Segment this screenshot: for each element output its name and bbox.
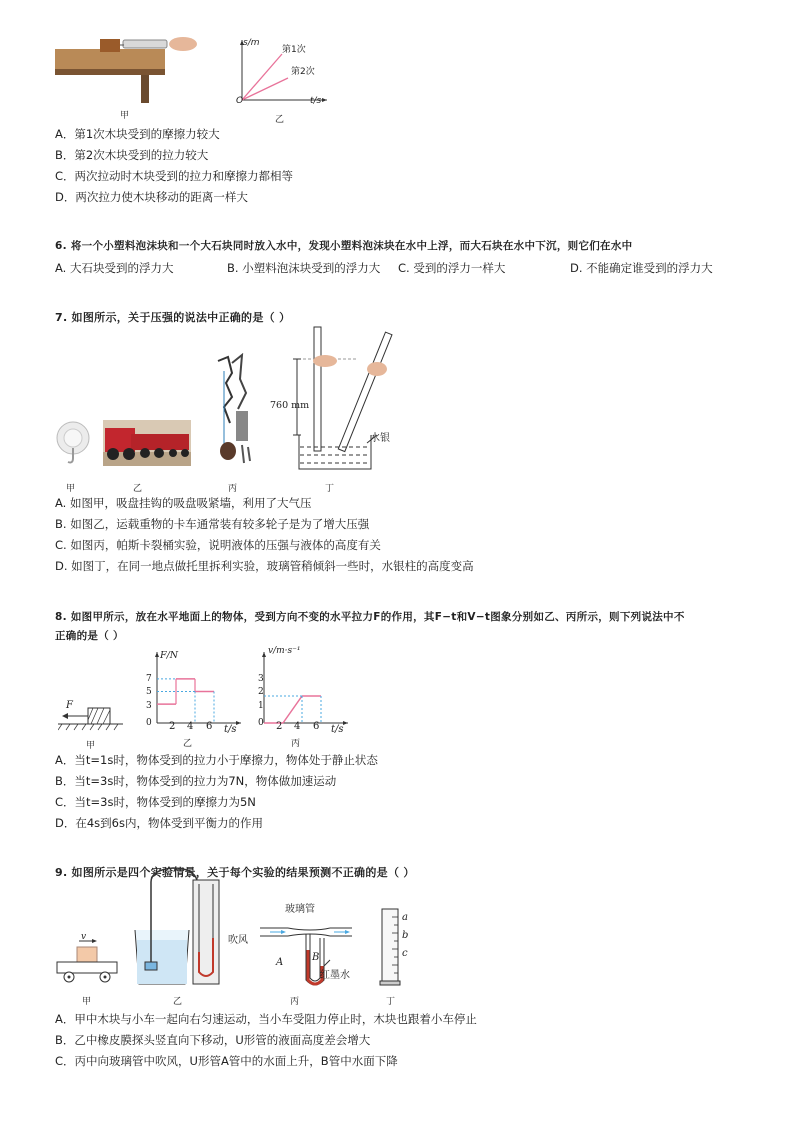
q8-vt-segment-1: [283, 696, 302, 723]
q7-label-bing: 丙: [228, 484, 238, 494]
q5-x-axis-label: t/s: [310, 96, 322, 106]
q8-option-b: B．当t=3s时，物体受到的拉力为7N，物体做加速运动: [55, 774, 337, 788]
q8-force-label: F: [66, 700, 73, 711]
q9-cyl-a-label: a: [402, 912, 408, 923]
q8-f-ytick-3: 3: [146, 701, 152, 711]
q8-f-xtick-4: 4: [187, 721, 194, 732]
q8-stem-line1: 8. 如图甲所示，放在水平地面上的物体，受到方向不变的水平拉力F的作用，其F−t和V−t图象分别如乙、丙所示，则下列说法中不: [55, 611, 685, 623]
q7-figure-yi-truck: [103, 420, 191, 466]
q7-mercury-label: 水银: [370, 433, 390, 444]
q7-label-ding: 丁: [325, 484, 335, 494]
q8-label-jia: 甲: [86, 741, 96, 751]
q8-vt-y-arrow: [262, 652, 266, 657]
q9-figure-jia-cart: [55, 935, 120, 985]
q8-f-x-axis-label: t/s: [224, 724, 237, 735]
q7-760mm-label: 760 mm: [270, 400, 310, 411]
q5-option-b: B．第2次木块受到的拉力较大: [55, 148, 209, 162]
q7-option-a: A. 如图甲，吸盘挂钩的吸盘吸紧墙，利用了大气压: [55, 496, 312, 510]
q8-ft-x-arrow: [236, 721, 241, 725]
q8-graph-v-t: [252, 648, 352, 733]
q9-glass-tube-label: 玻璃管: [285, 904, 315, 915]
q8-option-a: A．当t=1s时，物体受到的拉力小于摩擦力，物体处于静止状态: [55, 753, 378, 767]
q5-option-c: C．两次拉动时木块受到的拉力和摩擦力都相等: [55, 169, 294, 183]
q9-label-ding: 丁: [386, 997, 396, 1007]
q7-option-b: B. 如图乙，运载重物的卡车通常装有较多轮子是为了增大压强: [55, 517, 370, 531]
q8-f-xtick-6: 6: [206, 721, 213, 732]
q7-option-c: C. 如图丙，帕斯卡裂桶实验，说明液体的压强与液体的高度有关: [55, 538, 381, 552]
q7-label-yi: 乙: [133, 484, 143, 494]
q5-figure-jia: [55, 35, 205, 105]
q9-a-tube-label: A: [276, 957, 284, 968]
q7-figure-ding-torricelli: [285, 323, 410, 473]
q9-blow-label: 吹风: [228, 935, 248, 946]
q5-option-d: D．两次拉力使木块移动的距离一样大: [55, 190, 248, 204]
q7-figure-bing-pascal-barrel: [212, 353, 256, 465]
q7-stem: 7. 如图所示，关于压强的说法中正确的是（ ）: [55, 311, 291, 324]
q6-option-a: A. 大石块受到的浮力大: [55, 261, 174, 275]
q7-label-jia: 甲: [66, 484, 76, 494]
q9-label-yi: 乙: [173, 997, 183, 1007]
q5-label-jia: 甲: [120, 111, 130, 121]
q8-f-xtick-2: 2: [169, 721, 176, 732]
q8-v-xtick-4: 4: [294, 721, 301, 732]
q8-option-c: C．当t=3s时，物体受到的摩擦力为5N: [55, 795, 256, 809]
q9-cyl-b-label: b: [402, 930, 409, 941]
q8-ft-y-arrow: [155, 652, 159, 657]
q6-option-d: D. 不能确定谁受到的浮力大: [570, 261, 713, 275]
q9-label-bing: 丙: [290, 997, 300, 1007]
q8-vt-x-arrow: [343, 721, 348, 725]
q5-line1-label: 第1次: [282, 45, 306, 55]
q8-v-ytick-0: 0: [258, 718, 264, 728]
q7-figure-jia-suction-hook: [55, 418, 95, 468]
q8-v-y-axis-label: v/m·s⁻¹: [268, 646, 301, 656]
q8-v-ytick-2: 2: [258, 687, 264, 697]
q9-label-jia: 甲: [82, 997, 92, 1007]
q9-option-c: C．丙中向玻璃管中吹风，U形管A管中的水面上升，B管中水面下降: [55, 1054, 398, 1068]
q8-f-ytick-0: 0: [146, 718, 152, 728]
q8-f-y-axis-label: F/N: [160, 650, 179, 661]
q7-option-d: D. 如图丁，在同一地点做托里拆利实验，玻璃管稍倾斜一些时，水银柱的高度变高: [55, 559, 474, 573]
q5-line2-label: 第2次: [291, 67, 315, 77]
q8-label-bing: 丙: [291, 739, 301, 749]
q8-stem-line2: 正确的是（ ）: [55, 630, 124, 642]
q5-y-axis-label: s/m: [243, 38, 260, 48]
q6-stem: 6. 将一个小塑料泡沫块和一个大石块同时放入水中，发现小塑料泡沫块在水中上浮，而大石块在水中下沉，则它们在水中: [55, 240, 633, 252]
q9-cyl-c-label: c: [402, 948, 408, 959]
q5-origin-label: O: [236, 96, 244, 106]
q8-v-x-axis-label: t/s: [331, 724, 344, 735]
q9-red-ink-label: 红墨水: [320, 970, 350, 981]
q8-v-ytick-1: 1: [258, 701, 264, 711]
q6-option-c: C. 受到的浮力一样大: [398, 261, 506, 275]
q8-v-ytick-3: 3: [258, 674, 264, 684]
q8-f-ytick-5: 5: [146, 687, 152, 697]
q9-b-tube-label: B: [312, 952, 320, 963]
q9-figure-yi-pressure-probe: [133, 862, 231, 987]
q8-v-xtick-6: 6: [313, 721, 320, 732]
q8-f-ytick-7: 7: [146, 674, 152, 684]
q9-stem: 9. 如图所示是四个实验情景，关于每个实验的结果预测不正确的是（ ）: [55, 866, 415, 879]
q6-option-b: B. 小塑料泡沫块受到的浮力大: [227, 261, 381, 275]
q9-v-label: v: [81, 932, 87, 942]
q5-option-a: A．第1次木块受到的摩擦力较大: [55, 127, 220, 141]
q8-v-xtick-2: 2: [276, 721, 283, 732]
q9-option-a: A．甲中木块与小车一起向右匀速运动，当小车受阻力停止时，木块也跟着小车停止: [55, 1012, 477, 1026]
q9-option-b: B．乙中橡皮膜探头竖直向下移动，U形管的液面高度差会增大: [55, 1033, 371, 1047]
q5-label-yi: 乙: [275, 115, 285, 125]
q8-label-yi: 乙: [183, 739, 193, 749]
q8-option-d: D．在4s到6s内，物体受到平衡力的作用: [55, 816, 263, 830]
